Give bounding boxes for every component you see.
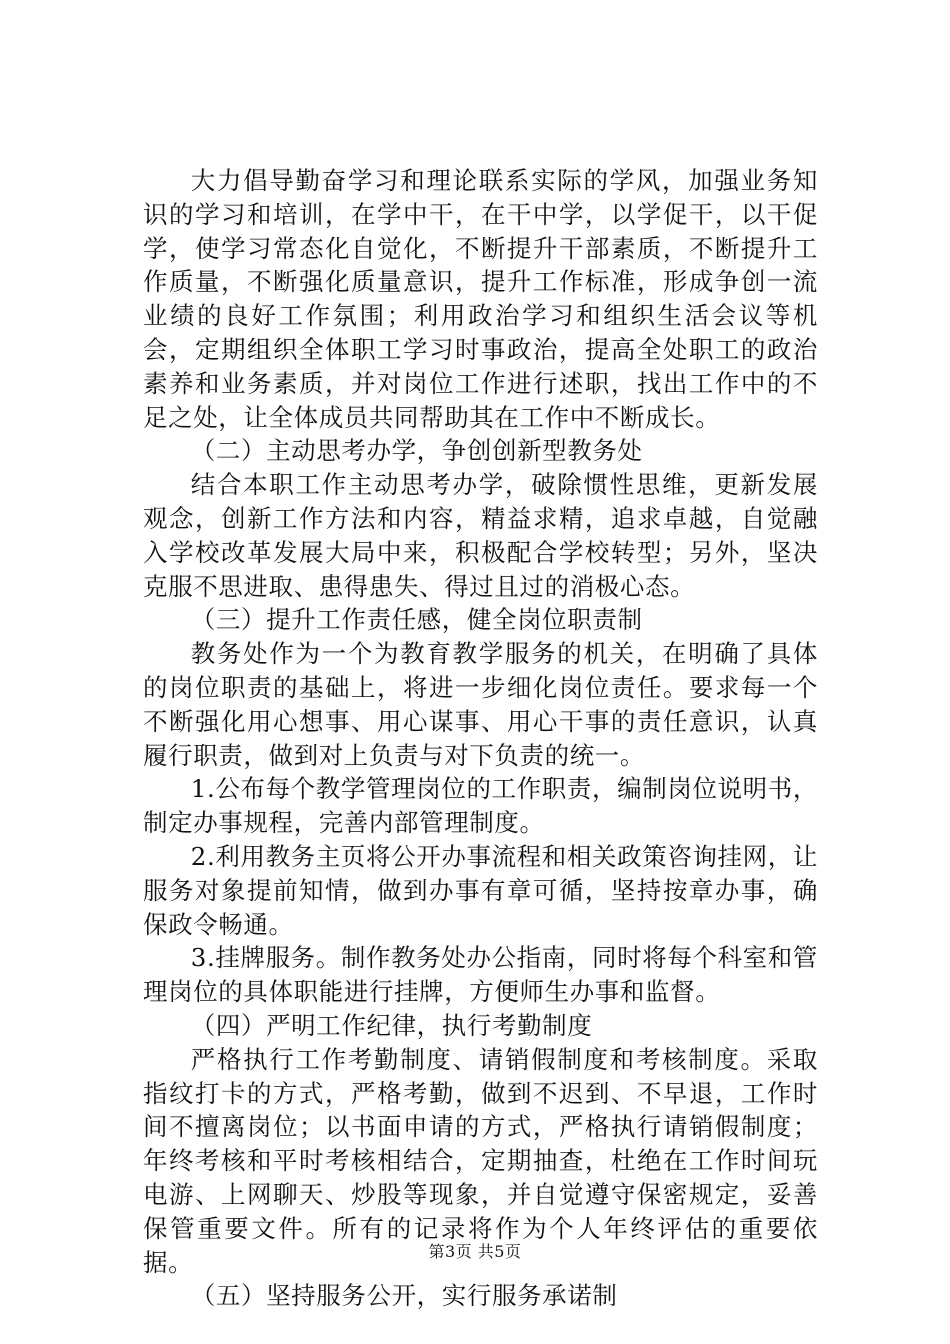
list-item-1: 1.公布每个教学管理岗位的工作职责，编制岗位说明书，制定办事规程，完善内部管理制度。	[143, 774, 818, 838]
page-number-footer: 第3页 共5页	[428, 1242, 522, 1261]
section-heading-5: （五）坚持服务公开，实行服务承诺制	[190, 1281, 618, 1311]
paragraph-innovation: 结合本职工作主动思考办学，破除惯性思维，更新发展观念，创新工作方法和内容，精益求精，追求卓越，自觉融入学校改革发展大局中来，积极配合学校转型；另外，坚决克服不思进取、患得患失、得过且过的消极心态。	[143, 470, 818, 601]
section-heading-3: （三）提升工作责任感，健全岗位职责制	[190, 605, 643, 635]
section-heading-2: （二）主动思考办学，争创创新型教务处	[190, 436, 643, 466]
paragraph-responsibility: 教务处作为一个为教育教学服务的机关，在明确了具体的岗位职责的基础上，将进一步细化岗位责任。要求每一个不断强化用心想事、用心谋事、用心干事的责任意识，认真履行职责，做到对上负责与对下负责的统一。	[143, 639, 818, 770]
list-item-3: 3.挂牌服务。制作教务处办公指南，同时将每个科室和管理岗位的具体职能进行挂牌，方便师生办事和监督。	[143, 943, 818, 1007]
list-item-2: 2.利用教务主页将公开办事流程和相关政策咨询挂网，让服务对象提前知情，做到办事有章可循，坚持按章办事，确保政令畅通。	[143, 841, 818, 939]
document-body	[143, 164, 818, 1313]
section-heading-4: （四）严明工作纪律，执行考勤制度	[190, 1010, 593, 1040]
paragraph-attendance: 严格执行工作考勤制度、请销假制度和考核制度。采取指纹打卡的方式，严格考勤，做到不迟到、不早退，工作时间不擅离岗位；以书面申请的方式，严格执行请销假制度；年终考核和平时考核相结合，定期抽查，杜绝在工作时间玩电游、上网聊天、炒股等现象，并自觉遵守保密规定，妥善保管重要文件。所有的记录将作为个人年终评估的重要依据。	[143, 1044, 818, 1277]
paragraph-study-style: 大力倡导勤奋学习和理论联系实际的学风，加强业务知识的学习和培训，在学中干，在干中学，以学促干，以干促学，使学习常态化自觉化，不断提升干部素质，不断提升工作质量，不断强化质量意识，提升工作标准，形成争创一流业绩的良好工作氛围；利用政治学习和组织生活会议等机会，定期组织全体职工学习时事政治，提高全处职工的政治素养和业务素质，并对岗位工作进行述职，找出工作中的不足之处，让全体成员共同帮助其在工作中不断成长。	[143, 166, 818, 432]
